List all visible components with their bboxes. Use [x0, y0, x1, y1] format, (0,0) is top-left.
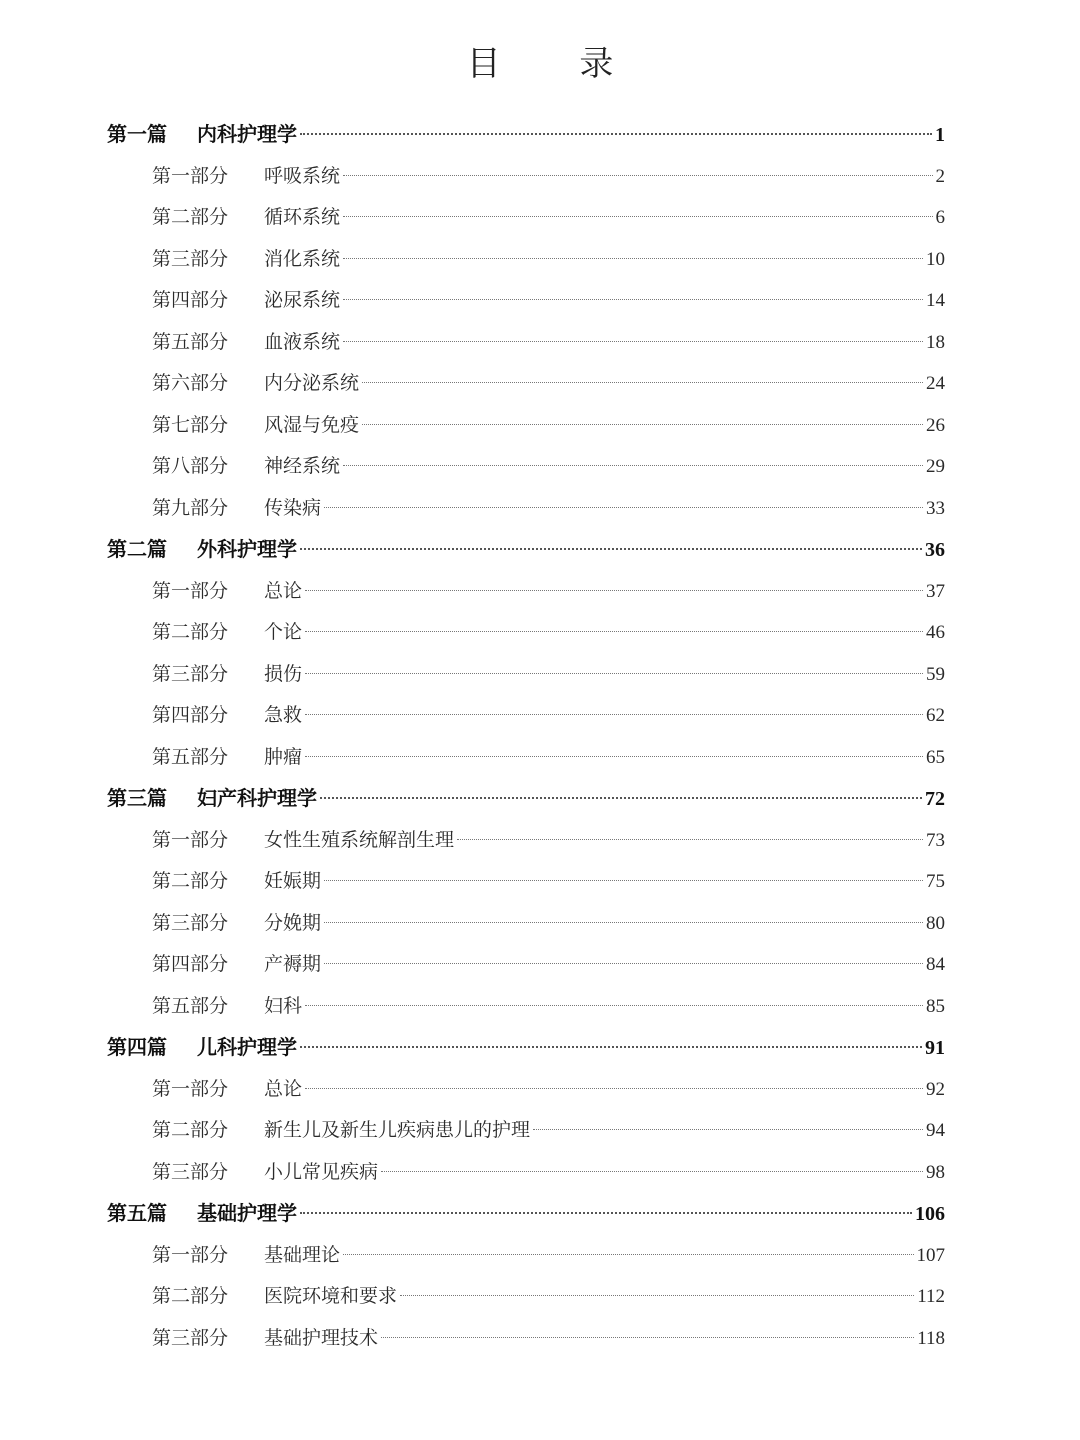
section-title: 个论: [264, 621, 303, 643]
page-title: 目 录: [466, 44, 648, 84]
dot-leader: [300, 1212, 912, 1214]
toc-section-row[interactable]: [152, 820, 945, 860]
dot-leader: [305, 1005, 923, 1006]
section-number: 第二部分: [152, 1285, 229, 1307]
dot-leader: [400, 1295, 914, 1296]
dot-leader: [305, 714, 923, 715]
section-number: 第一部分: [152, 828, 229, 851]
part-number: 第一篇: [107, 122, 167, 146]
section-number: 第五部分: [152, 994, 229, 1017]
section-page-number: 10: [926, 248, 945, 270]
section-title: 急救: [264, 704, 303, 726]
toc-section-row[interactable]: [152, 322, 945, 362]
toc-section-row[interactable]: [152, 944, 945, 984]
dot-leader: [343, 175, 932, 176]
section-title: 基础护理技术: [264, 1326, 379, 1349]
dot-leader: [305, 673, 923, 674]
toc-section-row[interactable]: [152, 488, 945, 528]
part-title: 妇产科护理学: [197, 786, 317, 810]
toc-section-row[interactable]: [152, 446, 945, 486]
dot-leader: [305, 631, 923, 632]
toc-part-row[interactable]: [107, 778, 945, 818]
dot-leader: [362, 382, 923, 383]
part-page-number: 106: [915, 1203, 945, 1225]
section-page-number: 37: [926, 580, 945, 602]
section-number: 第一部分: [152, 164, 229, 187]
section-title: 妊娠期: [264, 870, 322, 892]
section-page-number: 118: [917, 1327, 945, 1349]
section-page-number: 98: [926, 1161, 945, 1183]
section-number: 第八部分: [152, 455, 229, 477]
section-page-number: 94: [926, 1120, 945, 1141]
section-number: 第九部分: [152, 496, 229, 519]
section-title: 损伤: [264, 662, 303, 685]
section-page-number: 24: [926, 373, 945, 394]
section-number: 第五部分: [152, 745, 229, 768]
section-number: 第二部分: [152, 870, 229, 892]
dot-leader: [343, 341, 923, 342]
section-title: 血液系统: [264, 330, 341, 353]
dot-leader: [305, 590, 923, 591]
section-page-number: 26: [926, 414, 945, 436]
toc-section-row[interactable]: [152, 986, 945, 1026]
section-title: 女性生殖系统解剖生理: [264, 828, 455, 851]
section-title: 分娩期: [264, 911, 322, 934]
dot-leader: [320, 797, 922, 799]
section-title: 新生儿及新生儿疾病患儿的护理: [264, 1119, 531, 1141]
dot-leader: [324, 507, 923, 508]
part-page-number: 72: [925, 788, 945, 810]
section-title: 总论: [264, 579, 303, 602]
section-page-number: 6: [935, 207, 945, 228]
dot-leader: [324, 963, 923, 964]
section-number: 第四部分: [152, 704, 229, 726]
toc-section-row[interactable]: [152, 695, 945, 735]
section-title: 风湿与免疫: [264, 413, 360, 436]
toc-section-row[interactable]: [152, 571, 945, 611]
section-title: 产褥期: [264, 953, 322, 975]
part-number: 第四篇: [107, 1035, 167, 1059]
dot-leader: [324, 880, 923, 881]
part-title: 基础护理学: [197, 1201, 297, 1225]
dot-leader: [343, 465, 923, 466]
toc-section-row[interactable]: [152, 612, 945, 652]
toc-section-row[interactable]: [152, 737, 945, 777]
part-number: 第五篇: [107, 1201, 167, 1225]
section-number: 第二部分: [152, 206, 229, 228]
part-page-number: 1: [935, 124, 945, 146]
section-title: 基础理论: [264, 1243, 341, 1266]
section-page-number: 85: [926, 995, 945, 1017]
section-title: 神经系统: [264, 455, 341, 477]
section-number: 第三部分: [152, 662, 229, 685]
toc-part-row[interactable]: [107, 529, 945, 569]
section-page-number: 73: [926, 829, 945, 851]
section-number: 第三部分: [152, 1326, 229, 1349]
section-title: 泌尿系统: [264, 289, 341, 311]
dot-leader: [305, 756, 923, 757]
section-number: 第七部分: [152, 413, 229, 436]
section-number: 第四部分: [152, 953, 229, 975]
toc-section-row[interactable]: [152, 1318, 945, 1358]
toc-section-row[interactable]: [152, 861, 945, 901]
toc-section-row[interactable]: [152, 280, 945, 320]
dot-leader: [343, 216, 932, 217]
part-page-number: 91: [925, 1037, 945, 1059]
dot-leader: [300, 548, 922, 550]
section-page-number: 2: [935, 165, 945, 187]
section-number: 第一部分: [152, 579, 229, 602]
dot-leader: [300, 1046, 922, 1048]
toc-section-row[interactable]: [152, 1110, 945, 1150]
dot-leader: [300, 133, 932, 135]
section-number: 第一部分: [152, 1243, 229, 1266]
section-number: 第三部分: [152, 911, 229, 934]
toc-section-row[interactable]: [152, 363, 945, 403]
section-title: 传染病: [264, 496, 322, 519]
toc-section-row[interactable]: [152, 903, 945, 943]
section-page-number: 59: [926, 663, 945, 685]
part-title: 外科护理学: [197, 537, 297, 561]
dot-leader: [305, 1088, 923, 1089]
dot-leader: [457, 839, 923, 840]
part-number: 第二篇: [107, 537, 167, 561]
toc-section-row[interactable]: [152, 197, 945, 237]
part-page-number: 36: [925, 539, 945, 561]
dot-leader: [533, 1129, 923, 1130]
section-page-number: 84: [926, 954, 945, 975]
toc-section-row[interactable]: [152, 1069, 945, 1109]
section-page-number: 75: [926, 871, 945, 892]
section-page-number: 92: [926, 1078, 945, 1100]
toc-section-row[interactable]: [152, 239, 945, 279]
dot-leader: [343, 1254, 913, 1255]
section-number: 第三部分: [152, 247, 229, 270]
part-title: 儿科护理学: [197, 1035, 297, 1059]
section-title: 循环系统: [264, 206, 341, 228]
section-title: 肿瘤: [264, 745, 303, 768]
dot-leader: [381, 1337, 914, 1338]
toc-section-row[interactable]: [152, 1152, 945, 1192]
dot-leader: [362, 424, 923, 425]
section-page-number: 62: [926, 705, 945, 726]
section-title: 呼吸系统: [264, 164, 341, 187]
section-title: 消化系统: [264, 247, 341, 270]
part-title: 内科护理学: [197, 122, 297, 146]
section-number: 第二部分: [152, 621, 229, 643]
section-number: 第四部分: [152, 289, 229, 311]
section-page-number: 112: [917, 1286, 945, 1307]
toc-section-row[interactable]: [152, 156, 945, 196]
section-page-number: 65: [926, 746, 945, 768]
section-page-number: 33: [926, 497, 945, 519]
section-number: 第三部分: [152, 1160, 229, 1183]
section-title: 小儿常见疾病: [264, 1160, 379, 1183]
section-number: 第二部分: [152, 1119, 229, 1141]
section-number: 第五部分: [152, 330, 229, 353]
part-number: 第三篇: [107, 786, 167, 810]
dot-leader: [381, 1171, 923, 1172]
section-number: 第一部分: [152, 1077, 229, 1100]
toc-section-row[interactable]: [152, 654, 945, 694]
dot-leader: [343, 299, 923, 300]
toc-section-row[interactable]: [152, 1276, 945, 1316]
section-title: 内分泌系统: [264, 372, 360, 394]
toc-part-row[interactable]: [107, 114, 945, 154]
toc-part-row[interactable]: [107, 1027, 945, 1067]
section-page-number: 46: [926, 622, 945, 643]
section-page-number: 107: [916, 1244, 945, 1266]
section-page-number: 80: [926, 912, 945, 934]
section-title: 妇科: [264, 994, 303, 1017]
dot-leader: [324, 922, 923, 923]
toc-section-row[interactable]: [152, 1235, 945, 1275]
toc-part-row[interactable]: [107, 1193, 945, 1233]
section-title: 医院环境和要求: [264, 1285, 398, 1307]
section-page-number: 29: [926, 456, 945, 477]
toc-section-row[interactable]: [152, 405, 945, 445]
section-page-number: 18: [926, 331, 945, 353]
section-number: 第六部分: [152, 372, 229, 394]
section-page-number: 14: [926, 290, 945, 311]
dot-leader: [343, 258, 923, 259]
section-title: 总论: [264, 1077, 303, 1100]
